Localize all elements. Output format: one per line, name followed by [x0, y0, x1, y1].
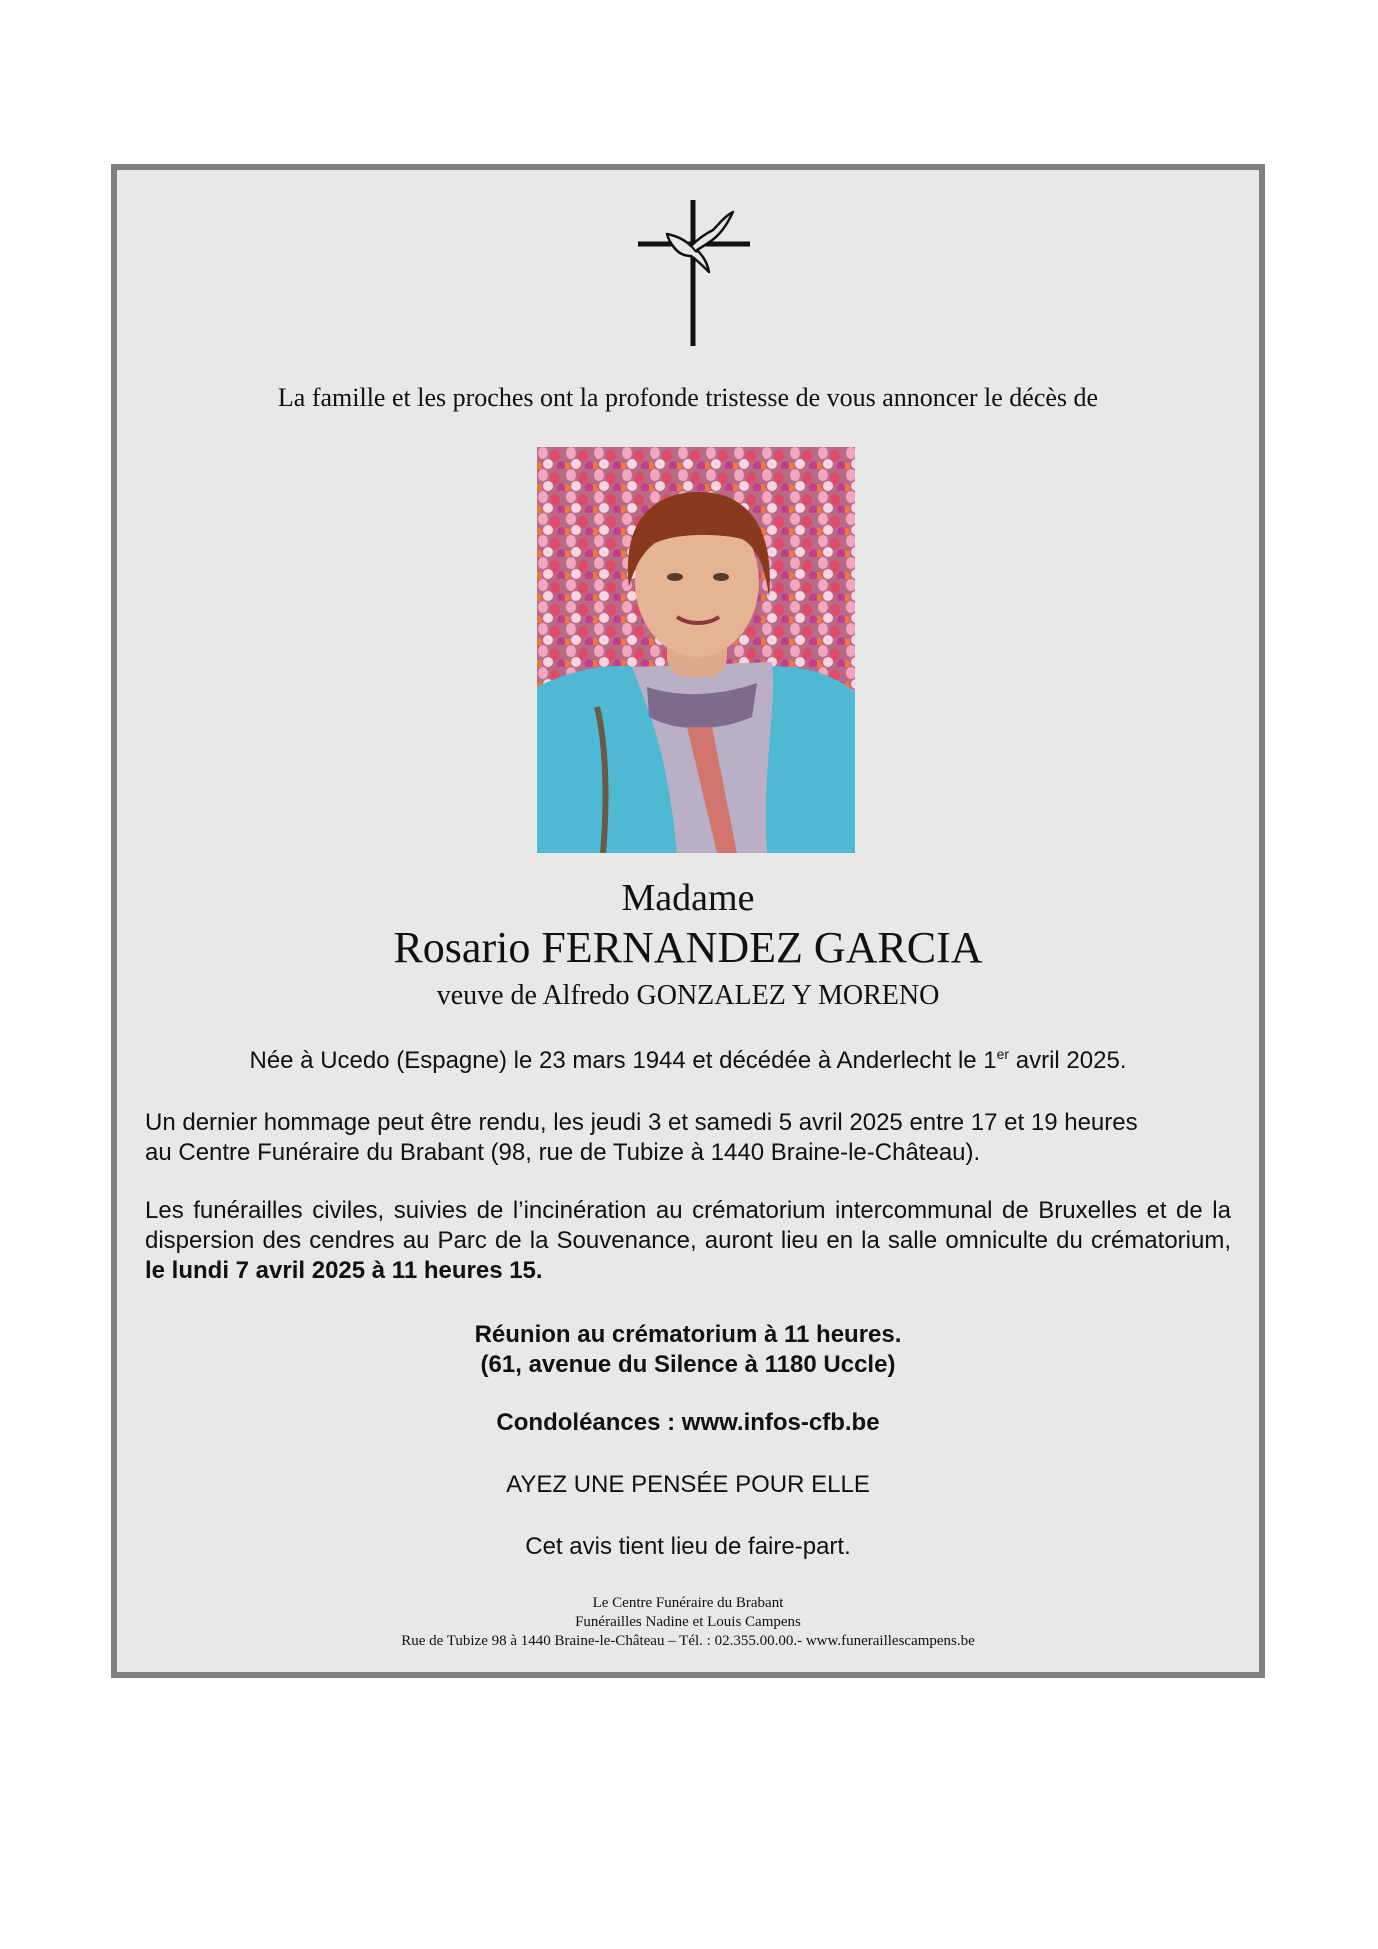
death-notice-card: [111, 164, 1265, 1678]
hommage-paragraph: [145, 1108, 1231, 1168]
thought-line: AYEZ UNE PENSÉE POUR ELLE: [506, 1471, 870, 1498]
reunion-block: [145, 1320, 1231, 1380]
ordinal-suffix: er: [996, 1046, 1010, 1062]
intro-text: La famille et les proches ont la profonde tristesse de vous annoncer le décès de: [277, 383, 1099, 412]
notice-line: Cet avis tient lieu de faire-part.: [525, 1533, 851, 1560]
footer-line-1: Le Centre Funéraire du Brabant: [592, 1595, 784, 1611]
hommage-line-2: au Centre Funéraire du Brabant (98, rue de Tubize à 1440 Braine-le-Château).: [145, 1139, 981, 1166]
funeral-home-footer: [117, 1594, 1259, 1651]
born-text: Née à Ucedo (Espagne) le 23 mars 1944 et décédée à Anderlecht le 1: [249, 1047, 997, 1074]
funerals-date: le lundi 7 avril 2025 à 11 heures 15.: [145, 1257, 543, 1284]
birth-death-line: [145, 1046, 1231, 1076]
born-text-end: avril 2025.: [1009, 1047, 1127, 1074]
cross-with-dove-icon: [633, 200, 753, 350]
condolences-line: Condoléances : www.infos-cfb.be: [496, 1409, 880, 1436]
portrait-photo: [537, 447, 855, 853]
footer-line-3: Rue de Tubize 98 à 1440 Braine-le-Château – Tél. : 02.355.00.00.- www.funeraillescampens.be: [401, 1633, 975, 1649]
footer-line-2: Funérailles Nadine et Louis Campens: [575, 1614, 801, 1630]
funerals-paragraph: [145, 1196, 1231, 1286]
funerals-text: Les funérailles civiles, suivies de l’incinération au crématorium intercommunal de Bruxelles et de la dispersion des cendres au Parc de la Souvenance, auront lieu en la salle omniculte du crématorium,: [145, 1197, 1231, 1254]
reunion-line-2: (61, avenue du Silence à 1180 Uccle): [480, 1351, 896, 1378]
hommage-line-1: Un dernier hommage peut être rendu, les jeudi 3 et samedi 5 avril 2025 entre 17 et 19 heures: [145, 1109, 1138, 1136]
deceased-name: Rosario FERNANDEZ GARCIA: [393, 923, 983, 972]
honorific: Madame: [621, 877, 755, 919]
reunion-line-1: Réunion au crématorium à 11 heures.: [474, 1321, 902, 1348]
widow-of: veuve de Alfredo GONZALEZ Y MORENO: [436, 980, 940, 1011]
